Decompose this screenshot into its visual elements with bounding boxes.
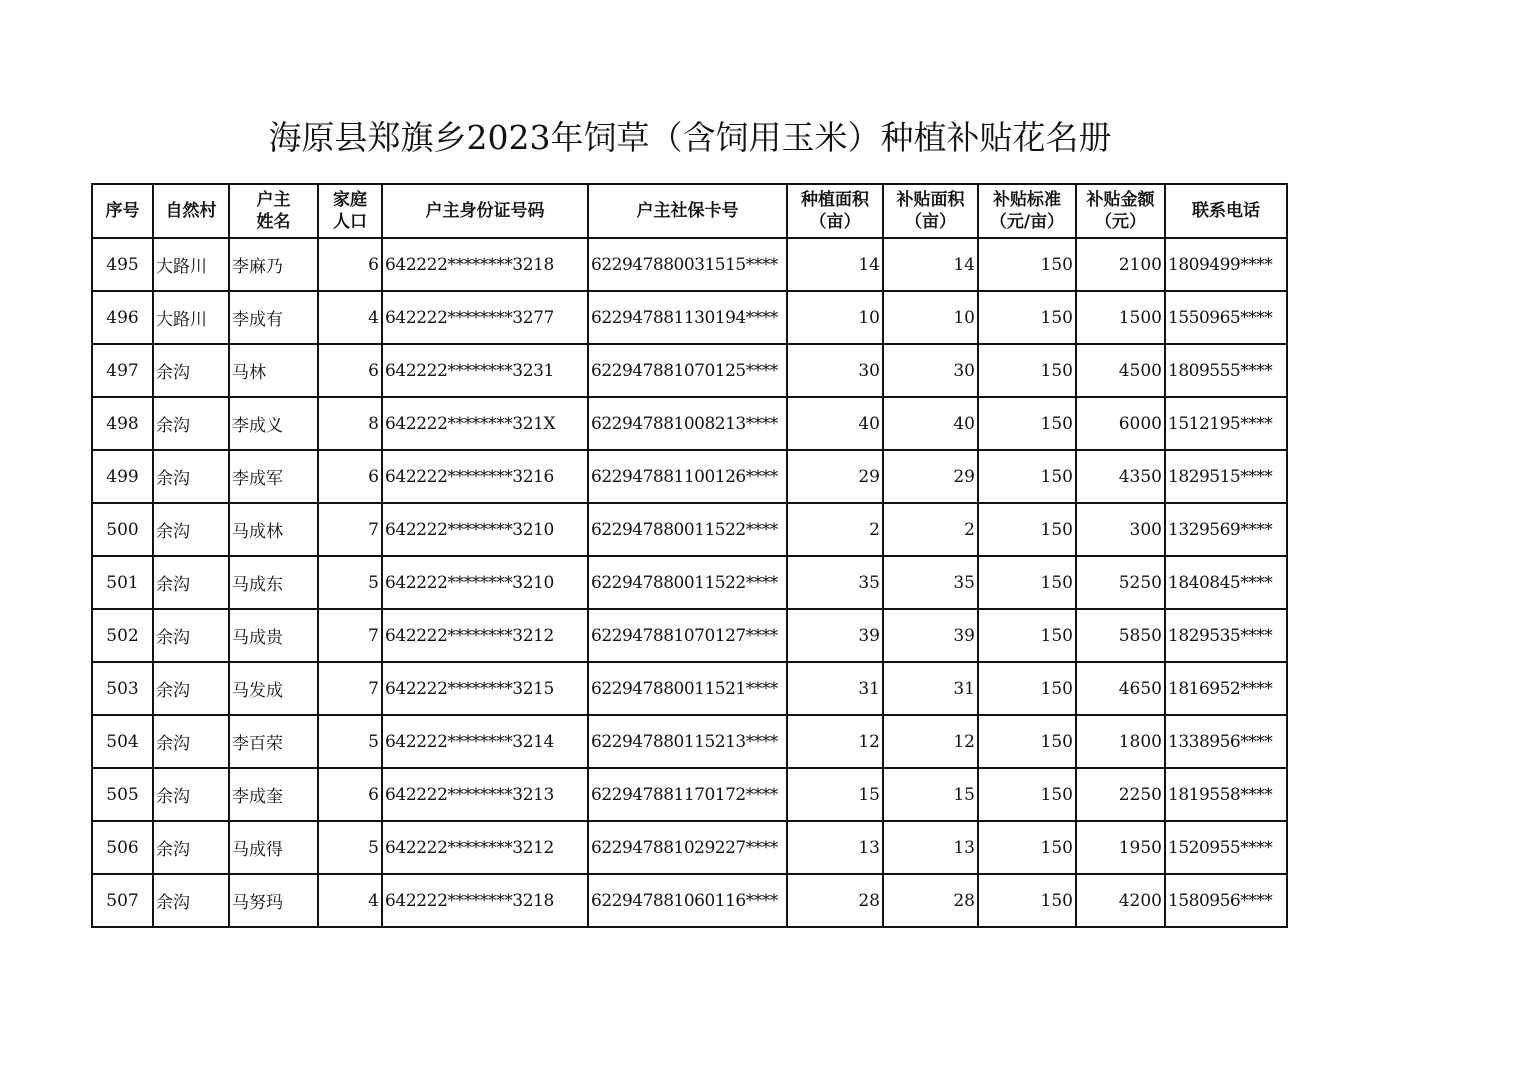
table-row	[92, 503, 1287, 556]
cell-subsidized: 2	[883, 503, 978, 556]
cell-seq: 505	[92, 768, 153, 821]
cell-card: 622947881060116****	[588, 874, 787, 927]
cell-standard: 150	[978, 238, 1076, 291]
cell-name: 李成义	[229, 397, 318, 450]
cell-card: 622947881070125****	[588, 344, 787, 397]
subsidy-roster-table	[91, 183, 1288, 928]
cell-subsidized: 30	[883, 344, 978, 397]
cell-name: 马成贵	[229, 609, 318, 662]
cell-family: 4	[318, 874, 382, 927]
table-row	[92, 344, 1287, 397]
cell-planted: 2	[787, 503, 883, 556]
cell-card: 622947880031515****	[588, 238, 787, 291]
cell-seq: 497	[92, 344, 153, 397]
cell-name: 马成东	[229, 556, 318, 609]
cell-phone: 1809555****	[1165, 344, 1287, 397]
cell-name: 马努玛	[229, 874, 318, 927]
cell-village: 余沟	[153, 344, 229, 397]
cell-family: 5	[318, 715, 382, 768]
table-body	[92, 238, 1287, 927]
cell-id: 642222********3213	[382, 768, 588, 821]
cell-amount: 1800	[1076, 715, 1165, 768]
cell-phone: 1816952****	[1165, 662, 1287, 715]
cell-planted: 14	[787, 238, 883, 291]
cell-planted: 35	[787, 556, 883, 609]
cell-family: 8	[318, 397, 382, 450]
header-village: 自然村	[153, 184, 229, 238]
cell-planted: 29	[787, 450, 883, 503]
table-row	[92, 768, 1287, 821]
cell-seq: 501	[92, 556, 153, 609]
table-row	[92, 715, 1287, 768]
cell-standard: 150	[978, 450, 1076, 503]
cell-phone: 1550965****	[1165, 291, 1287, 344]
cell-phone: 1580956****	[1165, 874, 1287, 927]
cell-phone: 1329569****	[1165, 503, 1287, 556]
cell-seq: 507	[92, 874, 153, 927]
cell-planted: 31	[787, 662, 883, 715]
cell-family: 6	[318, 768, 382, 821]
cell-id: 642222********3215	[382, 662, 588, 715]
cell-phone: 1809499****	[1165, 238, 1287, 291]
table-row	[92, 609, 1287, 662]
cell-standard: 150	[978, 291, 1076, 344]
header-standard: 补贴标准 （元/亩）	[978, 184, 1076, 238]
cell-phone: 1840845****	[1165, 556, 1287, 609]
cell-village: 余沟	[153, 609, 229, 662]
cell-village: 余沟	[153, 768, 229, 821]
cell-standard: 150	[978, 874, 1076, 927]
cell-card: 622947881008213****	[588, 397, 787, 450]
table-row	[92, 238, 1287, 291]
cell-amount: 5250	[1076, 556, 1165, 609]
cell-seq: 495	[92, 238, 153, 291]
cell-amount: 5850	[1076, 609, 1165, 662]
cell-card: 622947881130194****	[588, 291, 787, 344]
cell-id: 642222********3218	[382, 238, 588, 291]
header-subsidized: 补贴面积 （亩）	[883, 184, 978, 238]
cell-amount: 4200	[1076, 874, 1165, 927]
cell-planted: 28	[787, 874, 883, 927]
cell-village: 余沟	[153, 821, 229, 874]
cell-amount: 1950	[1076, 821, 1165, 874]
cell-village: 大路川	[153, 291, 229, 344]
cell-card: 622947881029227****	[588, 821, 787, 874]
cell-family: 6	[318, 344, 382, 397]
cell-id: 642222********3216	[382, 450, 588, 503]
cell-village: 余沟	[153, 715, 229, 768]
cell-standard: 150	[978, 344, 1076, 397]
cell-village: 余沟	[153, 450, 229, 503]
table-row	[92, 556, 1287, 609]
cell-amount: 2100	[1076, 238, 1165, 291]
cell-planted: 39	[787, 609, 883, 662]
cell-amount: 4350	[1076, 450, 1165, 503]
cell-standard: 150	[978, 503, 1076, 556]
cell-family: 7	[318, 662, 382, 715]
table-row	[92, 662, 1287, 715]
cell-family: 7	[318, 609, 382, 662]
cell-seq: 500	[92, 503, 153, 556]
cell-id: 642222********3212	[382, 821, 588, 874]
cell-id: 642222********3210	[382, 556, 588, 609]
cell-family: 5	[318, 556, 382, 609]
cell-standard: 150	[978, 821, 1076, 874]
header-card: 户主社保卡号	[588, 184, 787, 238]
cell-standard: 150	[978, 768, 1076, 821]
cell-phone: 1819558****	[1165, 768, 1287, 821]
cell-name: 李成有	[229, 291, 318, 344]
cell-id: 642222********3277	[382, 291, 588, 344]
cell-name: 李成奎	[229, 768, 318, 821]
cell-amount: 4650	[1076, 662, 1165, 715]
document-title: 海原县郑旗乡2023年饲草（含饲用玉米）种植补贴花名册	[268, 118, 1112, 157]
table-row	[92, 450, 1287, 503]
cell-amount: 300	[1076, 503, 1165, 556]
cell-card: 622947880011522****	[588, 556, 787, 609]
header-amount: 补贴金额 （元）	[1076, 184, 1165, 238]
cell-family: 7	[318, 503, 382, 556]
cell-phone: 1829515****	[1165, 450, 1287, 503]
cell-phone: 1338956****	[1165, 715, 1287, 768]
cell-subsidized: 10	[883, 291, 978, 344]
cell-phone: 1512195****	[1165, 397, 1287, 450]
cell-id: 642222********3231	[382, 344, 588, 397]
cell-card: 622947881100126****	[588, 450, 787, 503]
header-seq: 序号	[92, 184, 153, 238]
cell-planted: 15	[787, 768, 883, 821]
table-row	[92, 291, 1287, 344]
cell-village: 大路川	[153, 238, 229, 291]
cell-village: 余沟	[153, 662, 229, 715]
cell-standard: 150	[978, 662, 1076, 715]
cell-subsidized: 14	[883, 238, 978, 291]
table-row	[92, 397, 1287, 450]
cell-card: 622947880011521****	[588, 662, 787, 715]
cell-amount: 2250	[1076, 768, 1165, 821]
cell-village: 余沟	[153, 874, 229, 927]
header-phone: 联系电话	[1165, 184, 1287, 238]
cell-family: 4	[318, 291, 382, 344]
cell-village: 余沟	[153, 556, 229, 609]
cell-family: 6	[318, 238, 382, 291]
cell-family: 5	[318, 821, 382, 874]
cell-planted: 10	[787, 291, 883, 344]
cell-planted: 13	[787, 821, 883, 874]
cell-amount: 6000	[1076, 397, 1165, 450]
cell-subsidized: 40	[883, 397, 978, 450]
cell-village: 余沟	[153, 503, 229, 556]
header-planted: 种植面积 （亩）	[787, 184, 883, 238]
cell-card: 622947880115213****	[588, 715, 787, 768]
cell-planted: 40	[787, 397, 883, 450]
cell-card: 622947881170172****	[588, 768, 787, 821]
table-row	[92, 821, 1287, 874]
cell-family: 6	[318, 450, 382, 503]
cell-name: 李百荣	[229, 715, 318, 768]
cell-standard: 150	[978, 556, 1076, 609]
cell-seq: 502	[92, 609, 153, 662]
cell-subsidized: 39	[883, 609, 978, 662]
cell-name: 马林	[229, 344, 318, 397]
cell-seq: 506	[92, 821, 153, 874]
cell-id: 642222********3210	[382, 503, 588, 556]
cell-subsidized: 31	[883, 662, 978, 715]
cell-subsidized: 13	[883, 821, 978, 874]
cell-subsidized: 29	[883, 450, 978, 503]
cell-amount: 4500	[1076, 344, 1165, 397]
cell-phone: 1520955****	[1165, 821, 1287, 874]
cell-id: 642222********3218	[382, 874, 588, 927]
cell-seq: 499	[92, 450, 153, 503]
cell-standard: 150	[978, 715, 1076, 768]
cell-subsidized: 15	[883, 768, 978, 821]
cell-subsidized: 28	[883, 874, 978, 927]
cell-seq: 496	[92, 291, 153, 344]
cell-seq: 503	[92, 662, 153, 715]
cell-planted: 12	[787, 715, 883, 768]
cell-planted: 30	[787, 344, 883, 397]
cell-seq: 498	[92, 397, 153, 450]
cell-name: 李麻乃	[229, 238, 318, 291]
header-id: 户主身份证号码	[382, 184, 588, 238]
cell-id: 642222********321X	[382, 397, 588, 450]
cell-seq: 504	[92, 715, 153, 768]
cell-phone: 1829535****	[1165, 609, 1287, 662]
header-family: 家庭 人口	[318, 184, 382, 238]
cell-village: 余沟	[153, 397, 229, 450]
cell-id: 642222********3212	[382, 609, 588, 662]
cell-name: 李成军	[229, 450, 318, 503]
cell-name: 马成得	[229, 821, 318, 874]
cell-name: 马发成	[229, 662, 318, 715]
cell-standard: 150	[978, 609, 1076, 662]
cell-card: 622947881070127****	[588, 609, 787, 662]
cell-subsidized: 35	[883, 556, 978, 609]
cell-id: 642222********3214	[382, 715, 588, 768]
cell-amount: 1500	[1076, 291, 1165, 344]
header-row	[92, 184, 1287, 238]
cell-card: 622947880011522****	[588, 503, 787, 556]
table-row	[92, 874, 1287, 927]
cell-standard: 150	[978, 397, 1076, 450]
cell-name: 马成林	[229, 503, 318, 556]
header-name: 户主 姓名	[229, 184, 318, 238]
cell-subsidized: 12	[883, 715, 978, 768]
